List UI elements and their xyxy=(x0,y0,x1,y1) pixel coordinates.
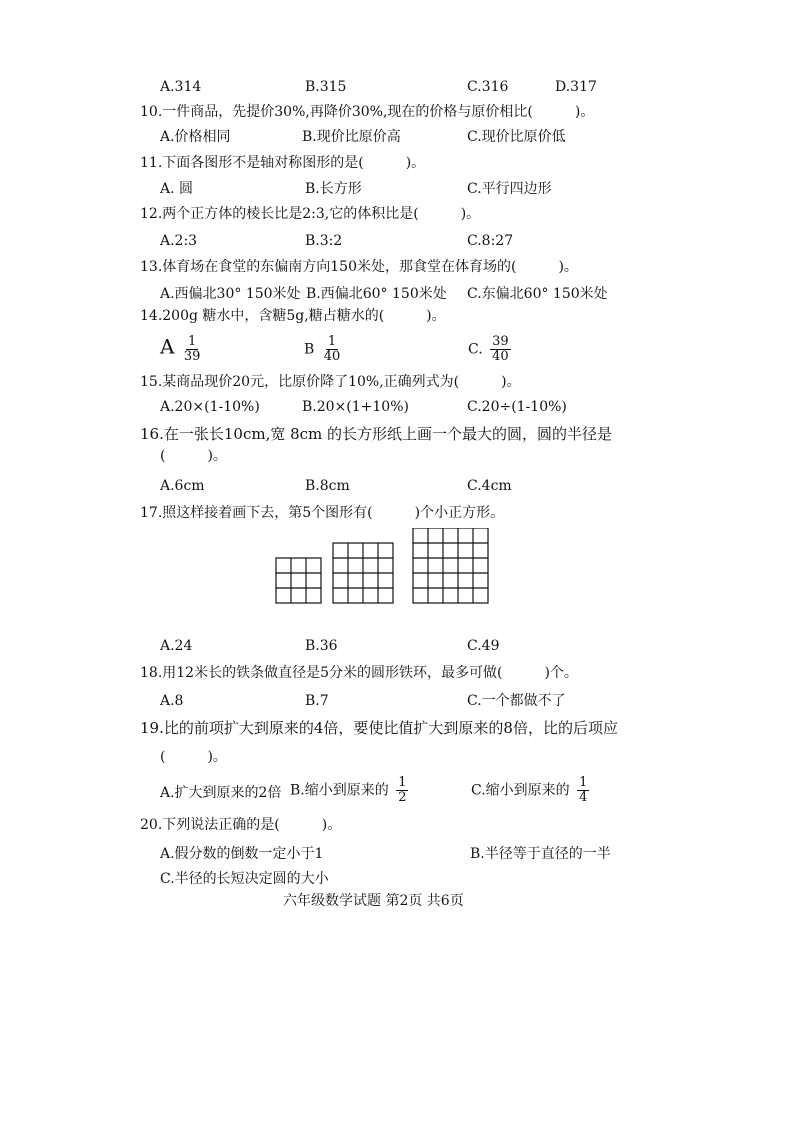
q14-option-b-numerator: 1 xyxy=(327,334,337,349)
q14-option-c-fraction xyxy=(490,335,511,364)
q14-option-b-denominator: 40 xyxy=(323,349,341,364)
q18-option-b: B.7 xyxy=(305,693,329,709)
q17-option-b: B.36 xyxy=(305,638,338,654)
q14-option-c-numerator: 39 xyxy=(492,334,509,349)
q17-grid-border xyxy=(413,528,488,603)
q19-option-b-denominator: 2 xyxy=(398,790,407,805)
q12-option-b: B.3:2 xyxy=(305,233,343,249)
q14-option-a-label: A xyxy=(160,334,175,359)
q11-option-b: B.长方形 xyxy=(305,181,362,197)
q19-option-b-fraction xyxy=(396,776,408,805)
q19-option-b xyxy=(290,776,408,805)
q17-grid-border xyxy=(276,558,321,603)
q15-option-a: A.20×(1-10%) xyxy=(160,399,260,415)
q15-option-b: B.20×(1+10%) xyxy=(302,399,409,415)
q20-option-b: B.半径等于直径的一半 xyxy=(470,846,611,862)
q14-option-c-denominator: 40 xyxy=(492,349,509,364)
q14-option-a-numerator: 1 xyxy=(188,334,197,349)
q15-option-c: C.20÷(1-10%) xyxy=(467,399,567,415)
q11-option-a: A. 圆 xyxy=(160,181,194,197)
q19-option-a: A.扩大到原来的2倍 xyxy=(160,785,282,801)
q18-stem: 18.用12米长的铁条做直径是5分米的圆形铁环，最多可做( )个。 xyxy=(140,665,578,681)
q13-stem: 13.体育场在食堂的东偏南方向150米处，那食堂在体育场的( )。 xyxy=(140,259,578,275)
q14-option-b-label: B xyxy=(304,341,315,358)
q17-grid-2 xyxy=(333,543,393,603)
q9-option-d: D.317 xyxy=(555,79,597,95)
q17-grid-3 xyxy=(413,528,488,603)
q13-option-c: C.东偏北60° 150米处 xyxy=(467,286,608,302)
q16-stem-line2: ( )。 xyxy=(160,448,227,464)
q17-stem: 17.照这样接着画下去，第5个图形有( )个小正方形。 xyxy=(140,505,505,521)
q14-option-a xyxy=(160,335,202,364)
q10-stem: 10.一件商品，先提价30%,再降价30%,现在的价格与原价相比( )。 xyxy=(140,104,595,120)
q16-option-b: B.8cm xyxy=(305,478,350,494)
q19-option-b-numerator: 1 xyxy=(398,775,407,790)
q19-option-c-fraction xyxy=(577,776,589,805)
q11-option-c: C.平行四边形 xyxy=(467,181,552,197)
q14-option-c xyxy=(468,335,511,364)
q15-stem: 15.某商品现价20元，比原价降了10%,正确列式为( )。 xyxy=(140,374,521,390)
q13-option-b: B.西偏北60° 150米处 xyxy=(306,286,447,302)
q19-option-c-denominator: 4 xyxy=(579,790,588,805)
q19-option-c-numerator: 1 xyxy=(579,775,588,790)
q9-option-c: C.316 xyxy=(467,79,509,95)
q11-stem: 11.下面各图形不是轴对称图形的是( )。 xyxy=(140,155,426,171)
q16-option-c: C.4cm xyxy=(467,478,512,494)
q17-figure xyxy=(270,528,495,608)
q17-option-c: C.49 xyxy=(467,638,500,654)
q14-option-b-fraction xyxy=(322,335,343,364)
q18-option-c: C.一个都做不了 xyxy=(467,693,566,709)
q9-option-b: B.315 xyxy=(305,79,347,95)
q17-option-a: A.24 xyxy=(160,638,193,654)
q19-stem-line2: ( )。 xyxy=(160,749,227,765)
q14-option-a-fraction xyxy=(182,335,203,364)
q13-option-a: A.西偏北30° 150米处 xyxy=(160,286,301,302)
q10-option-b: B.现价比原价高 xyxy=(302,129,401,145)
q16-stem-line1: 16.在一张长10cm,宽 8cm 的长方形纸上画一个最大的圆，圆的半径是 xyxy=(140,425,613,443)
q20-stem: 20.下列说法正确的是( )。 xyxy=(140,817,342,833)
q14-option-b xyxy=(304,335,342,364)
q12-option-c: C.8:27 xyxy=(467,233,514,249)
page-footer: 六年级数学试题 第2页 共6页 xyxy=(283,893,464,909)
q20-option-c: C.半径的长短决定圆的大小 xyxy=(160,871,329,887)
q19-option-c-text: C.缩小到原来的 xyxy=(471,782,570,799)
q19-option-c xyxy=(471,776,589,805)
q16-option-a: A.6cm xyxy=(160,478,205,494)
q14-option-a-denominator: 39 xyxy=(183,349,201,364)
q14-option-c-label: C. xyxy=(468,341,483,358)
q10-option-c: C.现价比原价低 xyxy=(467,129,566,145)
q14-stem: 14.200g 糖水中，含糖5g,糖占糖水的( )。 xyxy=(140,308,446,324)
q17-grid-1 xyxy=(276,558,321,603)
q12-option-a: A.2:3 xyxy=(160,233,198,249)
q9-option-a: A.314 xyxy=(160,79,202,95)
q19-stem-line1: 19.比的前项扩大到原来的4倍，要使比值扩大到原来的8倍，比的后项应 xyxy=(140,719,618,737)
q19-option-b-text: B.缩小到原来的 xyxy=(290,782,389,799)
q18-option-a: A.8 xyxy=(160,693,184,709)
q12-stem: 12.两个正方体的棱长比是2:3,它的体积比是( )。 xyxy=(140,206,481,222)
q20-option-a: A.假分数的倒数一定小于1 xyxy=(160,846,324,862)
q10-option-a: A.价格相同 xyxy=(160,129,231,145)
